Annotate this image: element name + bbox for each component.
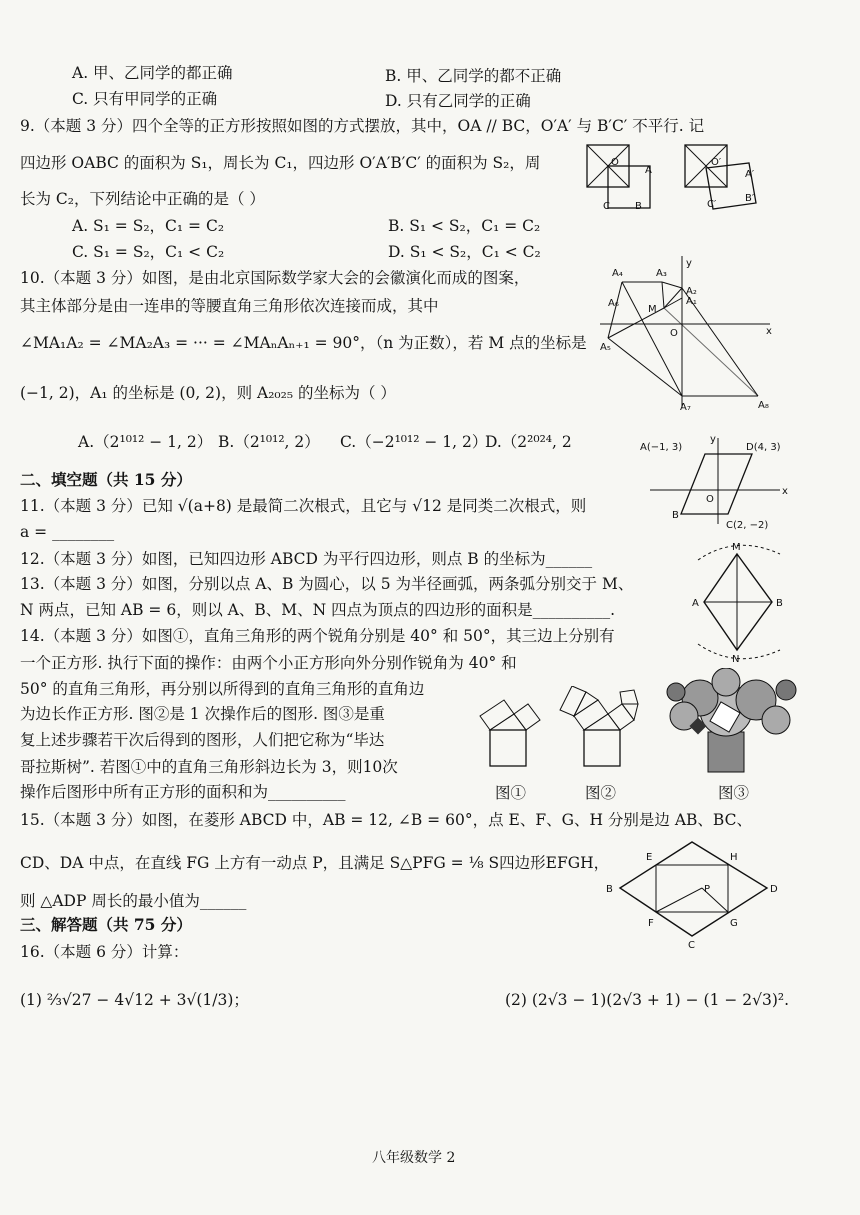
q10-label-a3: A₃	[656, 268, 667, 279]
q8-option-d: D. 只有乙同学的正确	[385, 92, 531, 110]
q14-stem-line3: 50° 的直角三角形，再分别以所得到的直角三角形的直角边	[20, 680, 425, 698]
q11-stem-line1: 11.（本题 3 分）已知 √(a+8) 是最简二次根式，且它与 √12 是同类二次根式，则	[20, 497, 587, 515]
q10-stem-line1: 10.（本题 3 分）如图，是由北京国际数学家大会的会徽演化而成的图案，	[20, 269, 530, 287]
q10-label-a7: A₇	[680, 402, 691, 413]
q10-option-c: C.（−2¹⁰¹² − 1, 2）	[340, 433, 488, 451]
q13-stem-line1: 13.（本题 3 分）如图，分别以点 A、B 为圆心，以 5 为半径画弧，两条弧分别交于 M、	[20, 575, 634, 593]
q15-label-h: H	[730, 852, 738, 863]
q10-figure	[600, 256, 780, 416]
q12-figure	[640, 432, 790, 532]
q15-label-c: C	[688, 940, 695, 950]
q10-label-a8: A₈	[758, 400, 769, 411]
q10-option-a: A.（2¹⁰¹² − 1, 2）	[78, 433, 213, 451]
q9-figure-1	[585, 143, 675, 233]
q9-fig2-label-c: C′	[707, 199, 717, 210]
q14-figure-1	[474, 690, 544, 770]
q12-label-o: O	[706, 494, 714, 505]
q10-label-m: M	[648, 304, 657, 315]
q14-stem-line6: 哥拉斯树”. 若图①中的直角三角形斜边长为 3，则10次	[20, 758, 398, 776]
q15-stem-line2: CD、DA 中点，在直线 FG 上方有一动点 P，且满足 S△PFG = ⅛ S四边形EFGH，	[20, 854, 610, 872]
q10-stem-line3: ∠MA₁A₂ = ∠MA₂A₃ = ··· = ∠MAₙAₙ₊₁ = 90°，（n 为正数），若 M 点的坐标是	[20, 334, 587, 352]
q9-fig1-label-a: A	[645, 165, 652, 176]
q15-label-d: D	[770, 884, 778, 895]
q8-option-b: B. 甲、乙同学的都不正确	[385, 67, 562, 85]
q15-label-e: E	[646, 852, 653, 863]
q14-figure-2	[556, 686, 646, 770]
q10-label-a5: A₅	[600, 342, 611, 353]
q16-part-2: (2) (2√3 − 1)(2√3 + 1) − (1 − 2√3)².	[505, 991, 790, 1009]
q15-label-f: F	[648, 918, 654, 929]
q13-label-m: M	[732, 542, 741, 553]
q14-stem-line2: 一个正方形. 执行下面的操作：由两个小正方形向外分别作锐角为 40° 和	[20, 654, 517, 672]
q12-stem: 12.（本题 3 分）如图，已知四边形 ABCD 为平行四边形，则点 B 的坐标为______	[20, 550, 593, 568]
q9-option-c: C. S₁ = S₂，C₁ < C₂	[72, 243, 225, 261]
q10-stem-line2: 其主体部分是由一连串的等腰直角三角形依次连接而成，其中	[20, 297, 439, 315]
q10-stem-line4: (−1, 2)，A₁ 的坐标是 (0, 2)，则 A₂₀₂₅ 的坐标为（ ）	[20, 384, 396, 402]
q10-label-a2: A₂	[686, 286, 697, 297]
q13-label-a: A	[692, 598, 699, 609]
q8-option-c: C. 只有甲同学的正确	[72, 90, 218, 108]
q15-label-p: P	[704, 884, 711, 895]
q10-label-a6: A₆	[608, 298, 619, 309]
q9-stem-line3: 长为 C₂，下列结论中正确的是（ ）	[20, 190, 265, 208]
q9-fig2-label-b: B′	[745, 193, 755, 204]
q9-stem-line1: 9.（本题 3 分）四个全等的正方形按照如图的方式摆放，其中，OA // BC，O′A′ 与 B′C′ 不平行. 记	[20, 117, 705, 135]
q12-label-b: B	[672, 510, 679, 521]
q13-figure	[690, 540, 800, 665]
q9-fig1-label-c: C	[603, 201, 610, 212]
q13-label-n: N	[732, 654, 740, 665]
section3-title: 三、解答题（共 75 分）	[20, 915, 192, 934]
q9-option-a: A. S₁ = S₂，C₁ = C₂	[72, 217, 225, 235]
q15-figure	[602, 832, 782, 950]
q10-label-o: O	[670, 328, 678, 339]
q14-stem-line7: 操作后图形中所有正方形的面积和为__________	[20, 783, 346, 801]
q14-stem-line5: 复上述步骤若干次后得到的图形，人们把它称为“毕达	[20, 731, 385, 749]
q15-stem-line1: 15.（本题 3 分）如图，在菱形 ABCD 中，AB = 12, ∠B = 60°，点 E、F、G、H 分别是边 AB、BC、	[20, 811, 752, 829]
q8-option-a: A. 甲、乙同学的都正确	[72, 64, 233, 82]
q14-stem-line1: 14.（本题 3 分）如图①，直角三角形的两个锐角分别是 40° 和 50°，其三边上分别有	[20, 627, 615, 645]
q10-option-b: B.（2¹⁰¹², 2）	[218, 433, 320, 451]
q14-caption-2: 图②	[585, 784, 617, 802]
q14-caption-3: 图③	[718, 784, 750, 802]
q12-label-d: D(4, 3)	[746, 442, 781, 453]
q14-stem-line4: 为边长作正方形. 图②是 1 次操作后的图形. 图③是重	[20, 705, 385, 723]
q9-fig1-label-o: O	[611, 157, 619, 168]
page-footer: 八年级数学 2	[372, 1150, 456, 1166]
q11-stem-line2: a = ________	[20, 523, 115, 541]
q16-part-1: (1) ⅔√27 − 4√12 + 3√(1/3)；	[20, 991, 249, 1009]
q15-label-g: G	[730, 918, 738, 929]
q9-stem-line2: 四边形 OABC 的面积为 S₁，周长为 C₁，四边形 O′A′B′C′ 的面积为 S₂，周	[20, 154, 541, 172]
q9-fig1-label-b: B	[635, 201, 642, 212]
q13-label-b: B	[776, 598, 783, 609]
section2-title: 二、填空题（共 15 分）	[20, 470, 192, 489]
q10-label-x: x	[766, 326, 772, 337]
q12-label-x: x	[782, 486, 788, 497]
q12-label-a: A(−1, 3)	[640, 442, 683, 453]
q10-label-y: y	[686, 258, 692, 269]
q16-stem: 16.（本题 6 分）计算：	[20, 943, 189, 961]
q14-figure-3-pythagoras-tree	[664, 668, 814, 778]
q14-caption-1: 图①	[495, 784, 527, 802]
q12-label-y: y	[710, 434, 716, 445]
q9-option-d: D. S₁ < S₂，C₁ < C₂	[388, 243, 541, 261]
q12-label-c: C(2, −2)	[726, 520, 769, 531]
q9-fig2-label-o: O′	[711, 157, 722, 168]
q10-label-a4: A₄	[612, 268, 623, 279]
q10-label-a1: A₁	[686, 296, 697, 307]
q15-stem-line3: 则 △ADP 周长的最小值为______	[20, 892, 247, 910]
q9-fig2-label-a: A′	[745, 169, 755, 180]
q13-stem-line2: N 两点，已知 AB = 6，则以 A、B、M、N 四点为顶点的四边形的面积是__________.	[20, 601, 616, 619]
q9-figure-2	[683, 143, 778, 243]
q15-label-b: B	[606, 884, 613, 895]
q10-option-d: D.（2²⁰²⁴, 2	[485, 433, 572, 451]
q9-option-b: B. S₁ < S₂，C₁ = C₂	[388, 217, 541, 235]
